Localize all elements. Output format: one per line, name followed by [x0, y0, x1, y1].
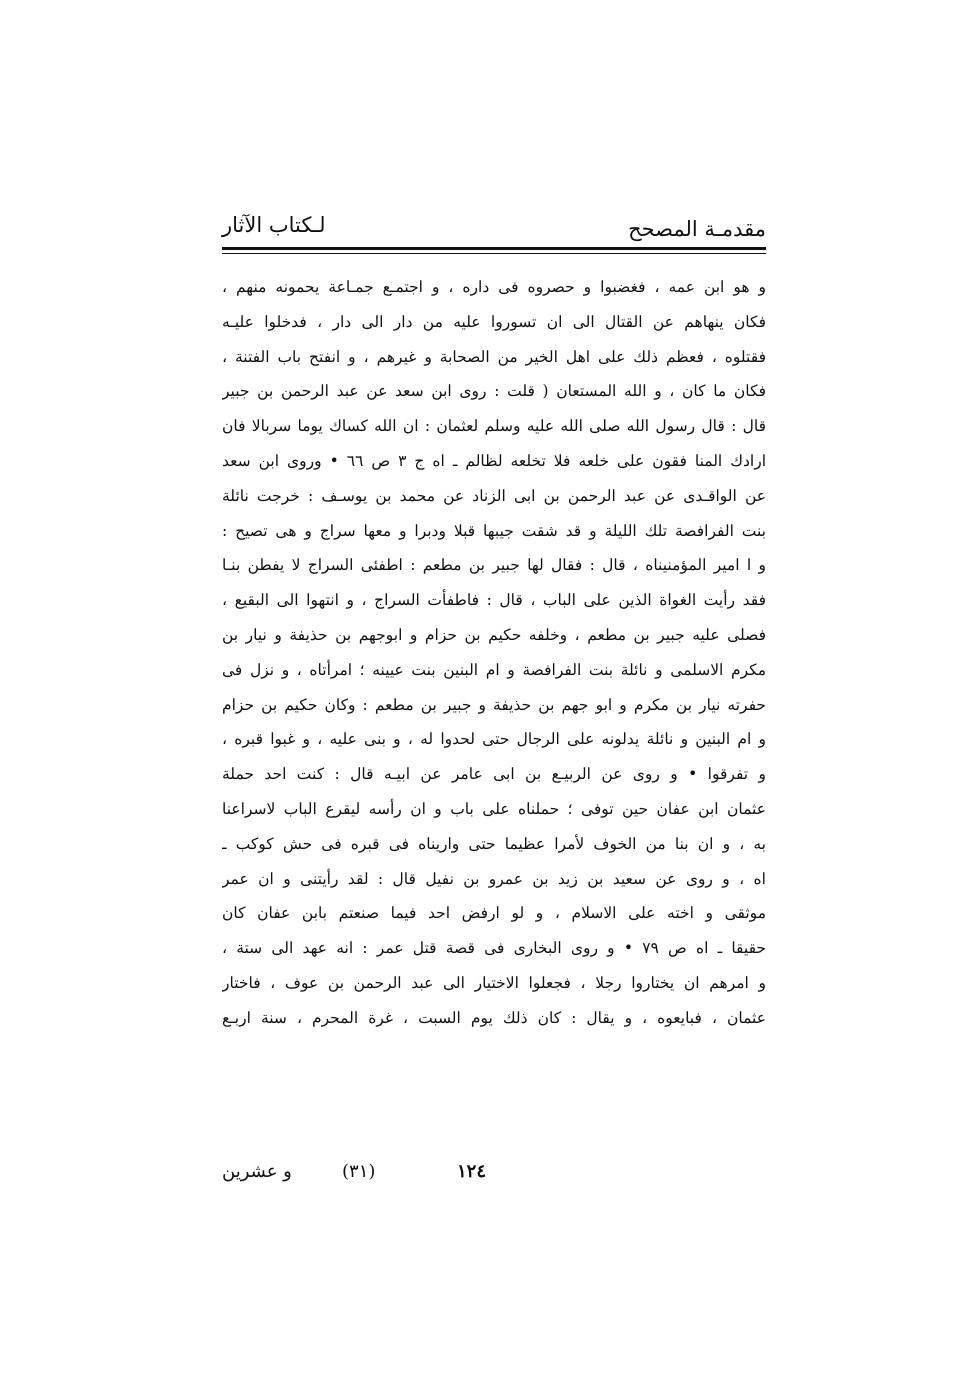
text-line: و ا امير المؤمنيناه ، قال : فقال لها جبير بن مطعم : اطفئى السراج لا يفطن بنـا: [222, 556, 766, 575]
header-left-title: لـكتاب الآثار: [222, 213, 326, 237]
text-line: اه ، و روى عن سعيد بن زيد بن عمرو بن نفيل قال : لقد رأيتنى و ان عمر: [222, 869, 766, 888]
page-number: ١٢٤: [457, 1161, 487, 1182]
text-line: و تفرقوا • و روى عن الربيـع بن ابى عامر عن ابيـه قال : كنت احد حملة: [222, 765, 766, 784]
header-rule-thick: [222, 247, 766, 250]
text-line: عن الواقـدى عن عبد الرحمن بن ابى الزناد عن محمد بن يوسـف : خرجت نائلة: [222, 486, 766, 505]
text-line: ارادك المنا فقون على خلعه فلا تخلعه لظالم ـ اه ج ٣ ص ٦٦ • وروى ابن سعد: [222, 451, 766, 470]
text-line: و امرهم ان يختاروا رجلا ، فجعلوا الاختيار الى عبد الرحمن بن عوف ، فاختار: [222, 973, 766, 992]
running-header: [222, 206, 766, 246]
text-line: فقد رأيت الغواة الذين على الباب ، قال : فاطفأت السراج ، و انتهوا الى البقيع ،: [222, 591, 766, 610]
text-line: بنت الفرافصة تلك الليلة و قد شقت جيبها قبلا ودبرا و معها سراج و هى تصيح :: [222, 521, 766, 540]
text-line: فقتلوه ، فعظم ذلك على اهل الخير من الصحابة و غيرهم ، و انفتح باب الفتنة ،: [222, 347, 766, 366]
page-footer: [222, 1154, 766, 1190]
text-line: و ام البنين و نائلة يدلونه على الرجال حتى لحدوا له ، و بنى عليه ، و غبوا قبره ،: [222, 730, 766, 749]
text-line: و هو ابن عمه ، فغضبوا و حصروه فى داره ، و اجتمـع جمـاعة يحمونه منهم ،: [222, 278, 766, 296]
text-line: به ، و ان بنا من الخوف لأمرا عظيما حتى واريناه فى قبره فى حش كوكب ـ: [222, 834, 766, 853]
text-line: موثقى و اخته على الاسلام ، و لو ارفض احد فيما صنعتم بابن عفان كان: [222, 904, 766, 923]
text-line: حفرته نيار بن مكرم و ابو جهم بن حذيفة و جبير بن مطعم : وكان حكيم بن حزام: [222, 695, 766, 714]
header-rule-thin: [222, 253, 766, 254]
text-line: فكان ينهاهم عن القتال الى ان تسوروا عليه من دار الى دار ، فدخلوا عليـه: [222, 312, 766, 331]
header-right-title: مقدمـة المصحح: [628, 217, 766, 241]
text-line: مكرم الاسلمى و نائلة بنت الفرافصة و ام البنين بنت عيينه ؛ امرأتاه ، و نزل فى: [222, 660, 766, 679]
signature-mark: (٣١): [342, 1161, 376, 1182]
text-line: فكان ما كان ، و الله المستعان ( قلت : روى ابن سعد عن عبد الرحمن بن جبير: [222, 382, 766, 401]
text-line: عثمان ، فبايعوه ، و يقال : كان ذلك يوم السبت ، غرة المحرم ، سنة اربـع: [222, 1008, 766, 1027]
text-line: فصلى عليه جبير بن مطعم ، وخلفه حكيم بن حزام و ابوجهم بن حذيفة و نيار بن: [222, 625, 766, 644]
text-line: قال : قال رسول الله صلى الله عليه وسلم لعثمان : ان الله كساك يوما سربالا فان: [222, 417, 766, 436]
body-text: [222, 270, 766, 1036]
catchword: و عشرين: [222, 1161, 292, 1182]
text-line: حقيقا ـ اه ص ٧٩ • و روى البخارى فى قصة قتل عمر : انه عهد الى ستة ،: [222, 939, 766, 958]
text-line: عثمان ابن عفان حين توفى ؛ حملناه على باب و ان رأسه ليقرع الباب لاسراعنا: [222, 799, 766, 818]
